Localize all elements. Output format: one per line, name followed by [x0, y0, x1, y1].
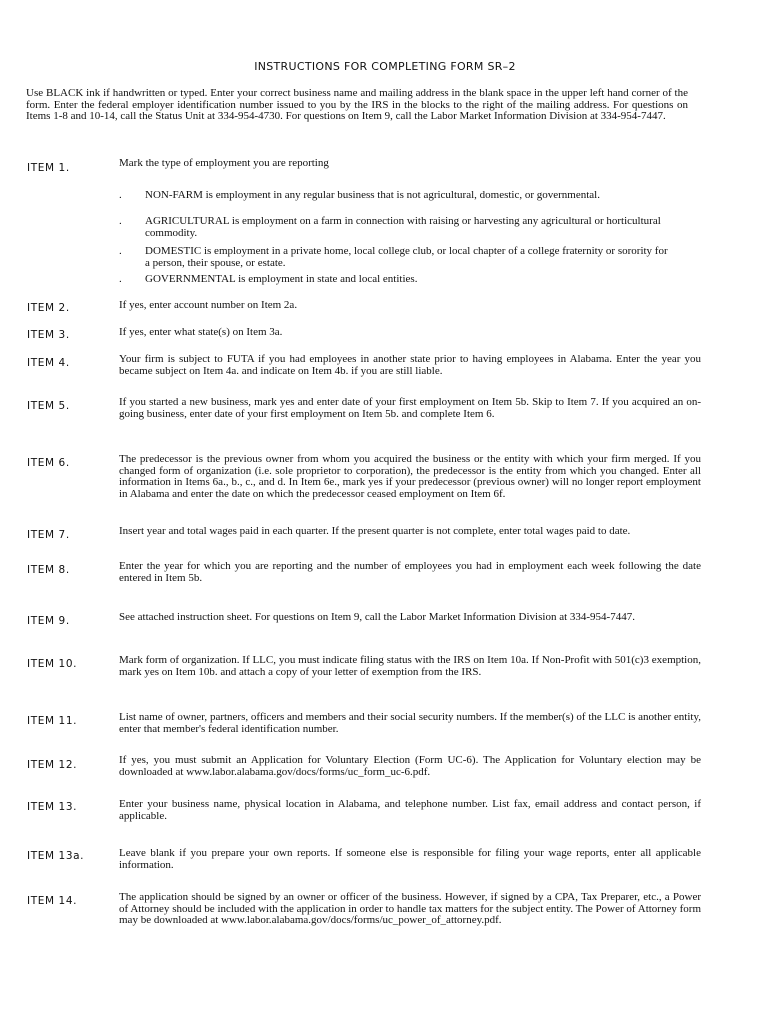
- page-title: INSTRUCTIONS FOR COMPLETING FORM SR–2: [254, 60, 516, 73]
- item-1-text: Mark the type of employment you are reporting: [119, 157, 329, 169]
- item-9-label: ITEM 9.: [27, 615, 70, 627]
- item-5-text: If you started a new business, mark yes and enter date of your first employment on Item 5b. Skip to Item 7. If you acquired an on-going business, enter date of your first employment on Item 5b. and complete Item 6.: [119, 396, 701, 420]
- item-10-label: ITEM 10.: [27, 658, 78, 670]
- item-12-text: If yes, you must submit an Application for Voluntary Election (Form UC-6). The Application for Voluntary election may be downloaded at www.labor.alabama.gov/docs/forms/uc_form_uc-6.pdf.: [119, 754, 701, 778]
- item-11-text: List name of owner, partners, officers and members and their social security numbers. If the member(s) of the LLC is another entity, enter that member's federal identification number.: [119, 711, 701, 735]
- item-6-label: ITEM 6.: [27, 457, 70, 469]
- employment-type-text: DOMESTIC is employment in a private home, local college club, or local chapter of a college fraternity or sorority for a person, their spouse, or estate.: [145, 245, 668, 269]
- item-5-label: ITEM 5.: [27, 400, 70, 412]
- item-13-text: Enter your business name, physical location in Alabama, and telephone number. List fax, email address and contact person, if applicable.: [119, 798, 701, 822]
- item-4-label: ITEM 4.: [27, 357, 70, 369]
- item-12-label: ITEM 12.: [27, 759, 78, 771]
- item-11-label: ITEM 11.: [27, 715, 78, 727]
- item-4-text: Your firm is subject to FUTA if you had employees in another state prior to having employees in Alabama. Enter the year you became subject on Item 4a. and indicate on Item 4b. if you are still liable.: [119, 353, 701, 377]
- item-8-text: Enter the year for which you are reporting and the number of employees you had in employment each week following the date entered in Item 5b.: [119, 560, 701, 584]
- item-7-text: Insert year and total wages paid in each quarter. If the present quarter is not complete, enter total wages paid to date.: [119, 525, 631, 537]
- bullet-marker: .: [119, 245, 122, 257]
- bullet-marker: .: [119, 273, 122, 285]
- item-13a-label: ITEM 13a.: [27, 850, 85, 862]
- employment-type-text: NON-FARM is employment in any regular business that is not agricultural, domestic, or governmental.: [145, 189, 600, 201]
- item-13-label: ITEM 13.: [27, 801, 78, 813]
- item-6-text: The predecessor is the previous owner from whom you acquired the business or the entity with which your firm merged. If you changed form of organization (i.e. sole proprietor to corporation), the predecessor is the entity from which you changed. Enter all information in Items 6a., b., c., and d. In Item 6e., mark yes if your predecessor (previous owner) will no longer report employment in Alabama and enter the date on which the predecessor ceased employment on Item 6f.: [119, 453, 701, 500]
- item-7-label: ITEM 7.: [27, 529, 70, 541]
- bullet-marker: .: [119, 215, 122, 227]
- item-9-text: See attached instruction sheet. For questions on Item 9, call the Labor Market Information Division at 334-954-7447.: [119, 611, 635, 623]
- item-3-label: ITEM 3.: [27, 329, 70, 341]
- item-3-text: If yes, enter what state(s) on Item 3a.: [119, 326, 283, 338]
- employment-type-text: GOVERNMENTAL is employment in state and local entities.: [145, 273, 418, 285]
- item-2-label: ITEM 2.: [27, 302, 70, 314]
- item-14-text: The application should be signed by an owner or officer of the business. However, if signed by a CPA, Tax Preparer, etc., a Power of Attorney should be included with the application in order to handle tax matters for the subject entity. The Power of Attorney form may be downloaded at www.labor.alabama.gov/docs/forms/uc_power_of_attorney.pdf.: [119, 891, 701, 927]
- intro-paragraph: Use BLACK ink if handwritten or typed. Enter your correct business name and mailing address in the blank space in the upper left hand corner of the form. Enter the federal employer identification number issued to you by the IRS in the blocks to the right of the mailing address. For questions on Items 1-8 and 10-14, call the Status Unit at 334-954-4730. For questions on Item 9, call the Labor Market Information Division at 334-954-7447.: [26, 87, 688, 123]
- item-10-text: Mark form of organization. If LLC, you must indicate filing status with the IRS on Item 10a. If Non-Profit with 501(c)3 exemption, mark yes on Item 10b. and attach a copy of your letter of exemption from the IRS.: [119, 654, 701, 678]
- item-2-text: If yes, enter account number on Item 2a.: [119, 299, 298, 311]
- bullet-marker: .: [119, 189, 122, 201]
- employment-type-text: AGRICULTURAL is employment on a farm in connection with raising or harvesting any agricultural or horticultural commodity.: [145, 215, 661, 239]
- item-14-label: ITEM 14.: [27, 895, 78, 907]
- item-13a-text: Leave blank if you prepare your own reports. If someone else is responsible for filing your wage reports, enter all applicable information.: [119, 847, 701, 871]
- item-8-label: ITEM 8.: [27, 564, 70, 576]
- item-1-label: ITEM 1.: [27, 162, 70, 174]
